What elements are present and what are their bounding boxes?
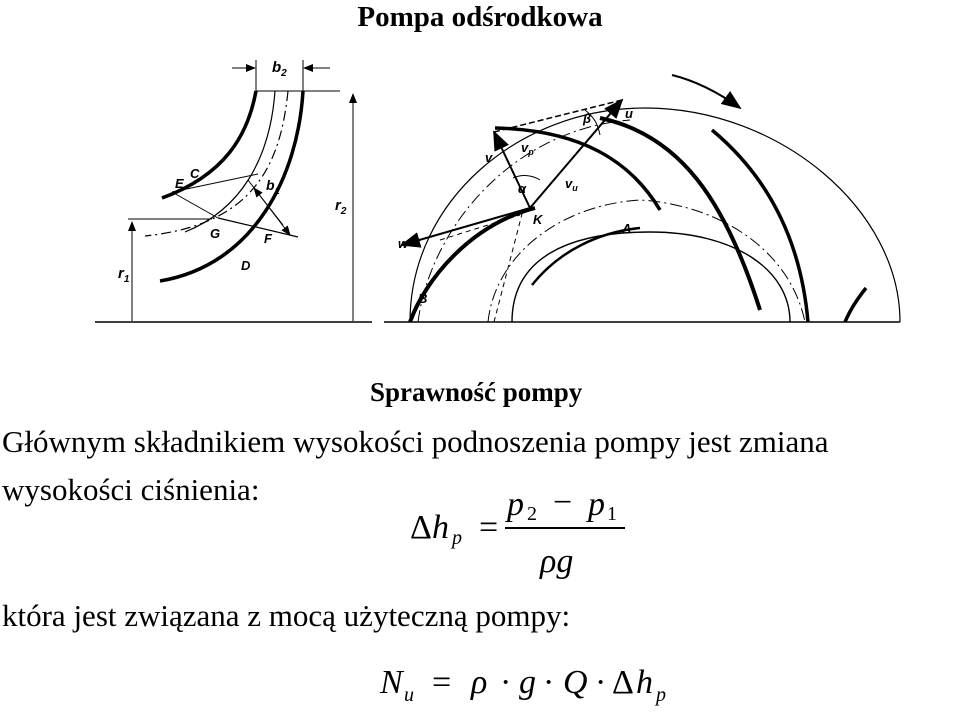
label-C: C: [190, 166, 200, 181]
formula1-p1: p: [588, 486, 605, 523]
construction-eg: [172, 192, 218, 218]
label-A: A: [622, 221, 632, 236]
label-K: K: [533, 212, 543, 227]
formula1-h-sub: p: [452, 527, 462, 549]
label-F: F: [264, 231, 272, 246]
rotation-arrow: [672, 75, 740, 108]
blade-6: [532, 228, 640, 285]
formula1-p2-sub: 2: [527, 503, 537, 525]
cross-section-labels: [118, 59, 347, 285]
vector-w: [402, 208, 530, 245]
page-title: Pompa odśrodkowa: [357, 1, 603, 33]
label-v: v: [485, 150, 493, 165]
label-E: E: [175, 176, 184, 191]
formula2-h-sub: p: [656, 684, 666, 706]
label-vu: $v_u$: [565, 176, 578, 193]
label-r1: $r_1$: [118, 265, 130, 285]
label-vp: $v_p$: [521, 140, 534, 157]
formula2-N-sub: u: [404, 684, 414, 706]
formula2-equals: =: [432, 664, 452, 701]
formula2-delta: Δ: [612, 664, 634, 701]
formula2-dot-1: ·: [500, 664, 512, 701]
impeller-front-view: [384, 75, 900, 322]
vector-vu: [494, 100, 622, 132]
label-G: G: [210, 226, 221, 241]
paragraph-line-1: Głównym składnikiem wysokości podnoszenia pompy jest zmiana: [2, 424, 829, 459]
label-D: D: [241, 258, 251, 273]
blade-contour: [185, 91, 275, 232]
formula1-denominator: ρg: [540, 543, 574, 580]
formula1-equals: =: [479, 509, 499, 546]
paragraph-line-2: wysokości ciśnienia:: [2, 472, 260, 507]
label-beta: β: [583, 111, 592, 126]
formula1-delta: Δ: [410, 509, 432, 546]
radial-line-1: [494, 214, 522, 322]
blade-5: [845, 288, 866, 322]
formula1-p2: p: [507, 486, 524, 523]
label-B: B: [418, 291, 428, 306]
paragraph-line-3: która jest związana z mocą użyteczną pompy:: [2, 598, 571, 633]
formula1-fraction-bar: [505, 527, 625, 529]
formula1-h: h: [432, 509, 449, 546]
formula2-g: g: [519, 664, 536, 701]
formula2-dot-3: ·: [595, 664, 607, 701]
formula2-rho: ρ: [471, 664, 488, 701]
formula2-dot-2: ·: [543, 664, 555, 701]
impeller-cross-section: [95, 60, 372, 322]
label-r2: $r_2$: [335, 197, 347, 217]
section-title: Sprawność pompy: [370, 377, 583, 407]
blade-2: [600, 118, 760, 310]
pump-impeller-diagram: [0, 0, 960, 340]
label-u: u: [625, 106, 633, 121]
formula2-Q: Q: [563, 664, 588, 701]
label-b2: $b_2$: [272, 59, 287, 79]
construction-ce: [172, 174, 258, 192]
label-b1: $b_1$: [266, 177, 280, 196]
formula1-p1-sub: 1: [607, 503, 617, 525]
blade-4: [495, 128, 660, 210]
label-w: w: [398, 236, 409, 251]
formula2-h: h: [636, 664, 653, 701]
label-alpha: α: [518, 181, 527, 196]
formula2-N: N: [380, 664, 403, 701]
formula1-minus: −: [553, 484, 573, 521]
